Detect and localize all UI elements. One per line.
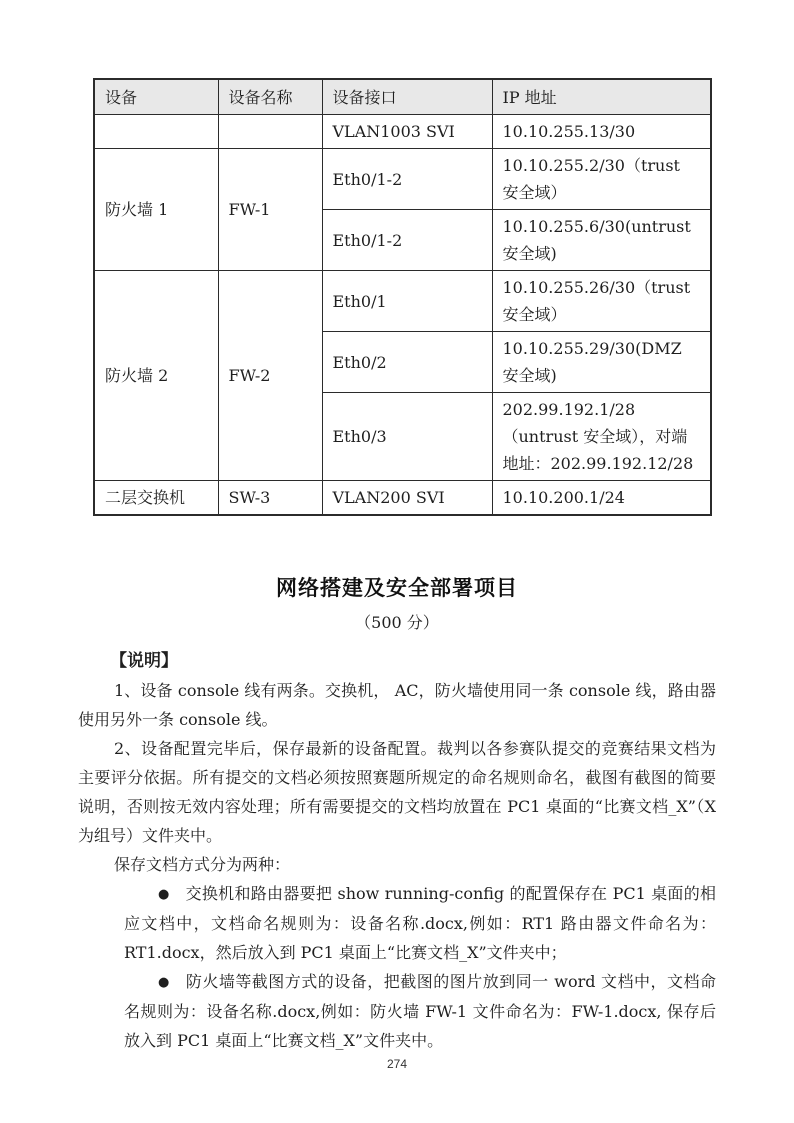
bullet-icon: ●: [158, 975, 170, 990]
bullet-text: 交换机和路由器要把 show running-config 的配置保存在 PC1 桌面的相应文档中，文档命名规则为：设备名称.docx,例如：RT1 路由器文件命名为：RT1.docx，然后放入到 PC1 桌面上“比赛文档_X”文件夹中；: [124, 884, 716, 962]
cell-interface: Eth0/3: [322, 393, 492, 481]
section-label: 【说明】: [110, 651, 178, 671]
cell-device: 防火墙 2: [94, 271, 218, 481]
cell-interface: Eth0/2: [322, 332, 492, 393]
cell-device: [94, 115, 218, 149]
bullet-item-2: [124, 967, 716, 1055]
cell-interface: Eth0/1-2: [322, 210, 492, 271]
table-header-row: [94, 79, 711, 115]
header-ip: IP 地址: [492, 79, 711, 115]
cell-interface: Eth0/1: [322, 271, 492, 332]
cell-ip: 10.10.200.1/24: [492, 481, 711, 516]
document-subtitle: （500 分）: [355, 613, 439, 632]
cell-device: 二层交换机: [94, 481, 218, 516]
page-content: [78, 78, 716, 1055]
cell-ip: 10.10.255.26/30（trust 安全域）: [492, 271, 711, 332]
table-row: [94, 115, 711, 149]
cell-ip: 10.10.255.29/30(DMZ 安全域): [492, 332, 711, 393]
cell-ip: 10.10.255.2/30（trust 安全域）: [492, 149, 711, 210]
cell-interface: VLAN1003 SVI: [322, 115, 492, 149]
cell-device-name: FW-1: [218, 149, 322, 271]
page-number: 274: [386, 1057, 408, 1071]
cell-interface: VLAN200 SVI: [322, 481, 492, 516]
cell-device: 防火墙 1: [94, 149, 218, 271]
table-row: [94, 149, 711, 210]
document-title: 网络搭建及安全部署项目: [276, 576, 518, 600]
table-row: [94, 481, 711, 516]
paragraph-2: 2、设备配置完毕后，保存最新的设备配置。裁判以各参赛队提交的竞赛结果文档为主要评分依据。所有提交的文档必须按照赛题所规定的命名规则命名，截图有截图的简要说明，否则按无效内容处理；所有需要提交的文档均放置在 PC1 桌面的“比赛文档_X”（X 为组号）文件夹中。: [78, 739, 716, 845]
paragraph-1: 1、设备 console 线有两条。交换机， AC，防火墙使用同一条 console 线，路由器使用另外一条 console 线。: [78, 681, 716, 729]
cell-ip: 10.10.255.13/30: [492, 115, 711, 149]
cell-device-name: SW-3: [218, 481, 322, 516]
cell-interface: Eth0/1-2: [322, 149, 492, 210]
cell-device-name: FW-2: [218, 271, 322, 481]
bullet-text: 防火墙等截图方式的设备，把截图的图片放到同一 word 文档中，文档命名规则为：设备名称.docx,例如：防火墙 FW-1 文件命名为：FW-1.docx, 保存后放入到 PC1 桌面上“比赛文档_X”文件夹中。: [124, 972, 716, 1050]
header-interface: 设备接口: [322, 79, 492, 115]
cell-device-name: [218, 115, 322, 149]
header-device: 设备: [94, 79, 218, 115]
device-ip-table: [93, 78, 712, 516]
cell-ip: 202.99.192.1/28（untrust 安全域），对端地址：202.99.192.12/28: [492, 393, 711, 481]
bullet-item-1: [124, 879, 716, 967]
table-row: [94, 271, 711, 332]
paragraph-3: 保存文档方式分为两种：: [114, 855, 291, 874]
bullet-icon: ●: [158, 887, 170, 902]
cell-ip: 10.10.255.6/30(untrust 安全域): [492, 210, 711, 271]
header-device-name: 设备名称: [218, 79, 322, 115]
